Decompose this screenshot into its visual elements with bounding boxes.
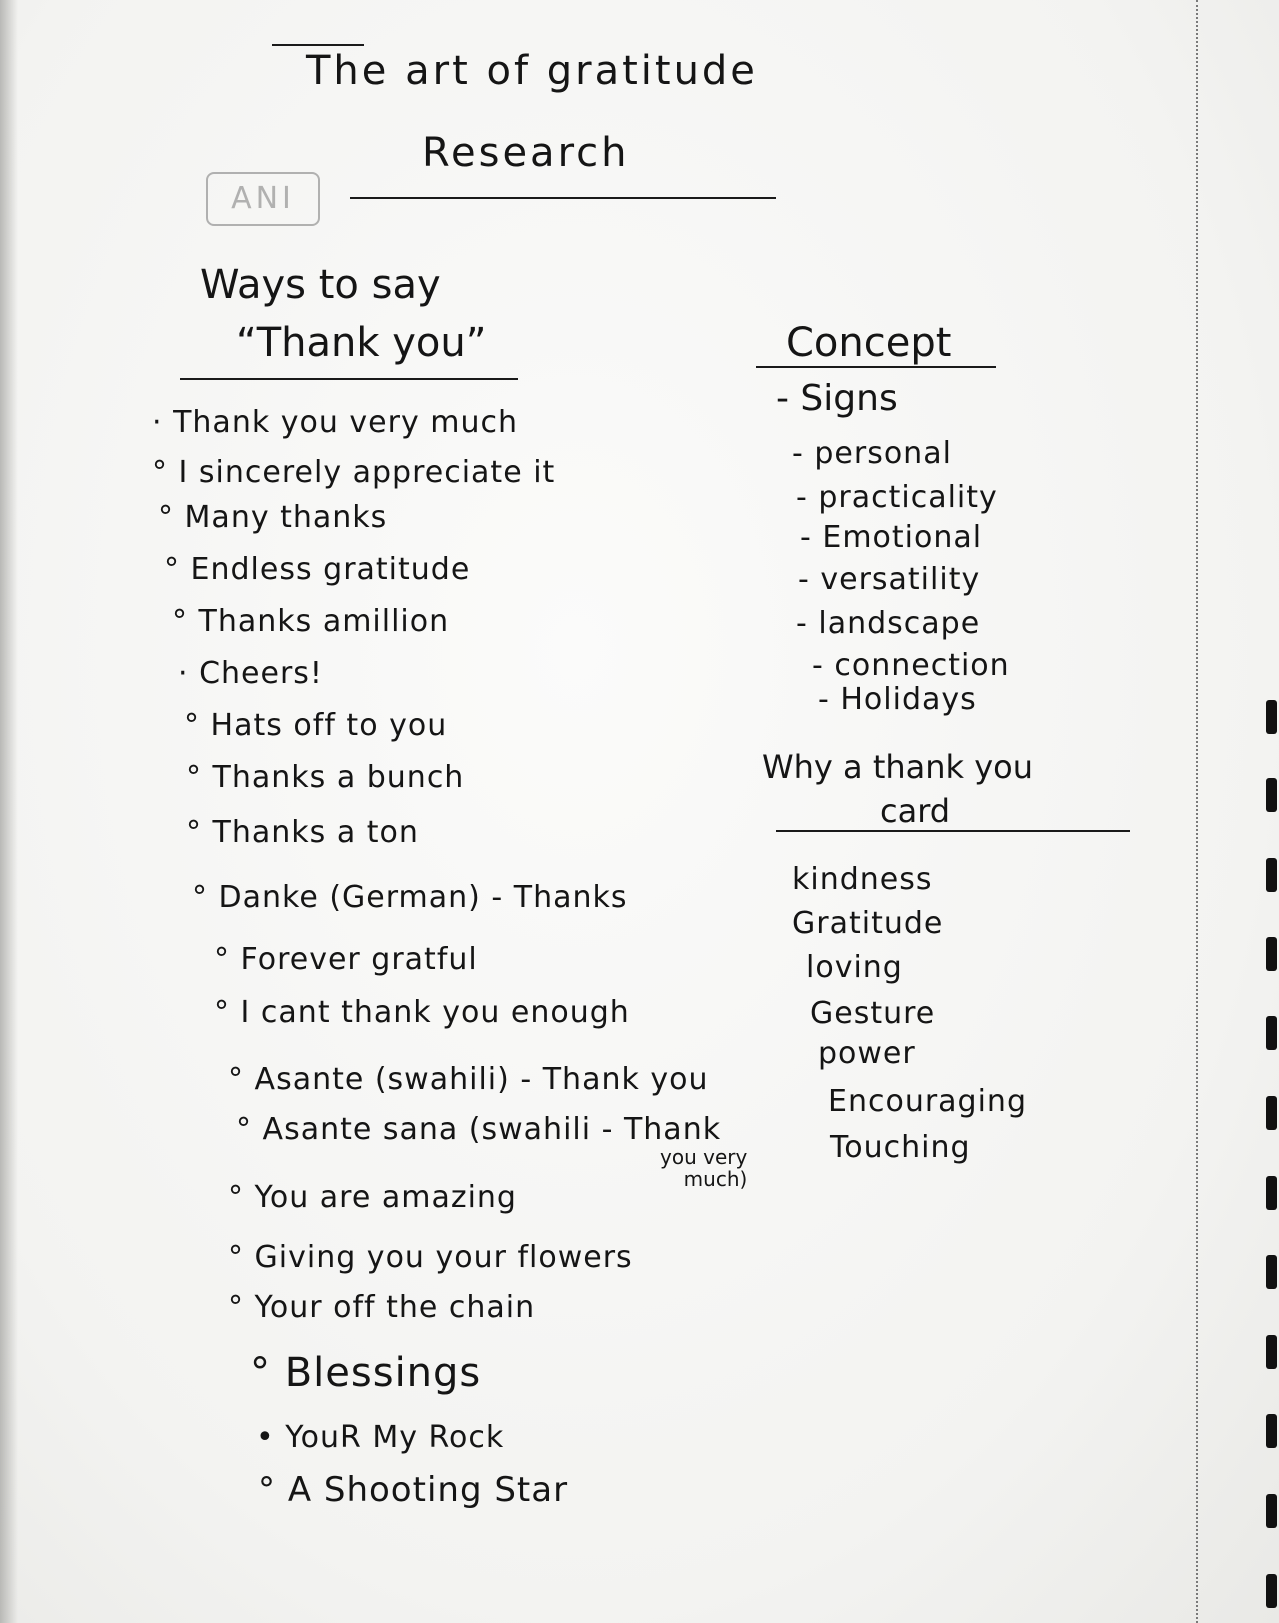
why-item: loving [806,950,903,985]
list-item: ° You are amazing [228,1180,517,1215]
spiral-ring [1266,1574,1277,1608]
left-heading-line2: “Thank you” [236,320,487,366]
list-item: ° Many thanks [158,500,388,535]
why-item: Gratitude [792,906,944,941]
list-item: ° A Shooting Star [258,1470,569,1510]
why-item: Encouraging [828,1084,1027,1119]
spiral-ring [1266,778,1277,812]
why-underline [776,830,1130,832]
page-subtitle: Research [422,130,630,176]
spiral-ring [1266,1016,1277,1050]
list-item: ° Thanks a bunch [186,760,465,795]
list-item: ° Forever gratful [214,942,478,977]
list-item-continuation: you very much) [660,1145,748,1191]
perforation-line [1196,0,1198,1623]
spiral-ring [1266,858,1277,892]
page-edge-shadow [0,0,18,1623]
list-item: ° Thanks amillion [172,604,450,639]
why-heading-line1: Why a thank you [762,748,1034,786]
spiral-ring [1266,1096,1277,1130]
concept-item: - Emotional [800,520,983,555]
concept-item: - connection [812,648,1010,683]
spiral-ring [1266,1176,1277,1210]
concept-item: - versatility [798,562,981,597]
concept-item: - landscape [796,606,981,641]
list-item: ° Asante sana (swahili - Thank [236,1112,722,1147]
title-overline [272,44,364,46]
spiral-ring [1266,937,1277,971]
list-item: · Cheers! [178,656,323,691]
list-item: ° Hats off to you [184,708,448,743]
list-item: ° Asante (swahili) - Thank you [228,1062,709,1097]
list-item: ° Danke (German) - Thanks [192,880,628,915]
why-heading-line2: card [880,792,951,830]
faded-stamp: ANI [206,172,320,226]
why-item: power [818,1036,916,1071]
list-item: ° Thanks a ton [186,815,419,850]
spiral-ring [1266,700,1277,734]
list-item: ° Endless gratitude [164,552,471,587]
list-item: ° Your off the chain [228,1290,536,1325]
spiral-ring [1266,1335,1277,1369]
left-heading-line1: Ways to say [200,262,441,308]
list-item: · Thank you very much [152,405,518,440]
list-item: ° I sincerely appreciate it [152,455,556,490]
spiral-ring [1266,1414,1277,1448]
subtitle-underline [350,197,776,199]
list-item: ° Blessings [250,1350,482,1396]
concept-item: - practicality [796,480,998,515]
concept-heading: Concept [786,320,952,366]
concept-item: - personal [792,436,952,471]
list-item: ° I cant thank you enough [214,995,630,1030]
page-title: The art of gratitude [306,48,758,94]
spiral-ring [1266,1255,1277,1289]
concept-underline [756,366,996,368]
why-item: Touching [830,1130,971,1165]
list-item: ° Giving you your flowers [228,1240,633,1275]
why-item: kindness [792,862,933,897]
concept-item: - Holidays [818,682,977,717]
why-item: Gesture [810,996,936,1031]
list-item: • YouR My Rock [256,1420,505,1455]
spiral-ring [1266,1494,1277,1528]
left-heading-underline [180,378,518,380]
concept-signs: - Signs [776,378,898,419]
